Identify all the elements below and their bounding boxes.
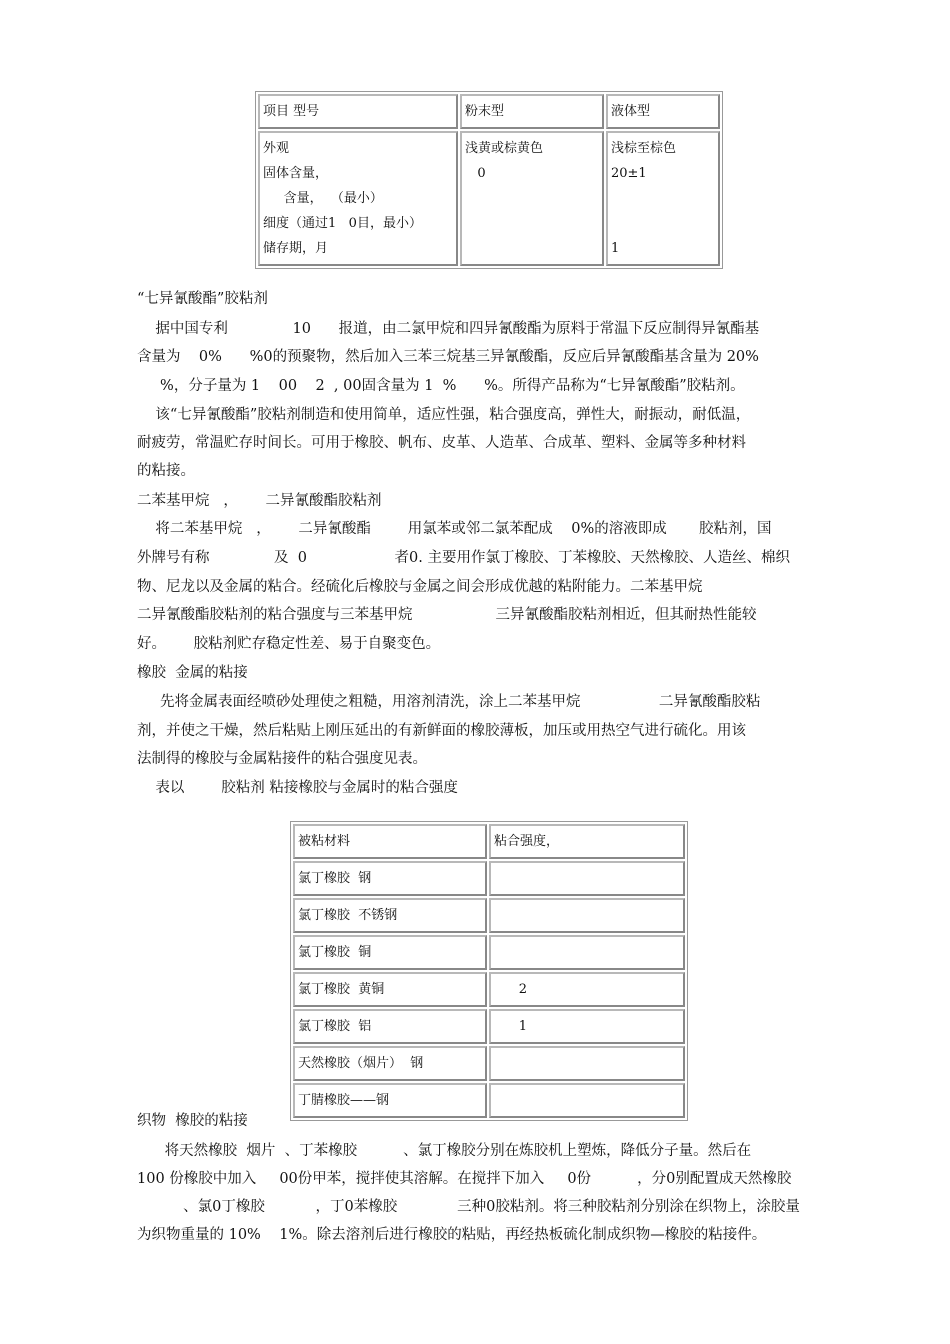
table-caption: 表以 胶粘剂 粘接橡胶与金属时的粘合强度: [137, 780, 458, 796]
section-heading: 二苯基甲烷 ， 二异氰酸酯胶粘剂: [137, 493, 382, 509]
table-row: [293, 972, 685, 1007]
section-heading: 织物 橡胶的粘接: [137, 1113, 248, 1129]
table-cell: 1: [489, 1009, 685, 1044]
paragraph-line: 的粘接。: [137, 463, 195, 479]
table-cell: 2: [489, 972, 685, 1007]
paragraph-line: 据中国专利 10 报道，由二氯甲烷和四异氰酸酯为原料于常温下反应制得异氰酯基: [137, 321, 760, 337]
section-heading: 橡胶 金属的粘接: [137, 665, 248, 681]
table-cell: 氯丁橡胶 不锈钢: [293, 898, 487, 933]
table-cell: [489, 1046, 685, 1081]
paragraph-line: 100 份橡胶中加入 00份甲苯，搅拌使其溶解。在搅拌下加入 0份 ，分0别配置成天然橡胶: [137, 1171, 792, 1187]
paragraph-line: 物、尼龙以及金属的粘合。经硫化后橡胶与金属之间会形成优越的粘附能力。二苯基甲烷: [137, 579, 703, 595]
paragraph-line: 为织物重量的 10% 1%。除去溶剂后进行橡胶的粘贴，再经热板硫化制成织物—橡胶的粘接件。: [137, 1227, 767, 1243]
paragraph-line: %，分子量为 1 00 2 , 00固含量为 1 % %。所得产品称为“七异氰酸酯”胶粘剂。: [137, 378, 745, 394]
table-cell: 丁腈橡胶——钢: [293, 1083, 487, 1118]
paragraph-line: 二异氰酸酯胶粘剂的粘合强度与三苯基甲烷 三异氰酸酯胶粘剂相近，但其耐热性能较: [137, 607, 757, 623]
table-cell: [489, 861, 685, 896]
section-heading: “七异氰酸酯”胶粘剂: [137, 291, 268, 307]
paragraph-line: 该“七异氰酸酯”胶粘剂制造和使用简单，适应性强，粘合强度高，弹性大，耐振动，耐低温，: [137, 407, 751, 423]
paragraph-line: 法制得的橡胶与金属粘接件的粘合强度见表。: [137, 751, 427, 767]
paragraph-line: 先将金属表面经喷砂处理使之粗糙，用溶剂清洗，涂上二苯基甲烷 二异氰酸酯胶粘: [137, 694, 761, 710]
table-cell: [489, 935, 685, 970]
table-cell: 浅黄或棕黄色 0: [460, 131, 604, 266]
table-header-cell: 被粘材料: [293, 824, 487, 859]
paragraph-line: 好。 胶粘剂贮存稳定性差、易于自聚变色。: [137, 636, 441, 652]
table-header-cell: 粉末型: [460, 94, 604, 129]
paragraph-line: 剂，并使之干燥，然后粘贴上刚压延出的有新鲜面的橡胶薄板，加压或用热空气进行硫化。用该: [137, 723, 746, 739]
table-row: [293, 898, 685, 933]
table-header-cell: 粘合强度，: [489, 824, 685, 859]
table-cell: 氯丁橡胶 黄铜: [293, 972, 487, 1007]
table-cell: 浅棕至棕色 20±1 1: [606, 131, 720, 266]
table-cell: 氯丁橡胶 钢: [293, 861, 487, 896]
table-row: [258, 131, 720, 266]
table-row: [293, 1083, 685, 1118]
paragraph-line: 、氯0丁橡胶 ，丁0苯橡胶 三种0胶粘剂。将三种胶粘剂分别涂在织物上，涂胶量: [137, 1199, 800, 1215]
table-cell: [489, 898, 685, 933]
table-row: [293, 1046, 685, 1081]
table-row: [293, 935, 685, 970]
table-cell: 氯丁橡胶 铝: [293, 1009, 487, 1044]
paragraph-line: 将二苯基甲烷 ， 二异氰酸酯 用氯苯或邻二氯苯配成 0%的溶液即成 胶粘剂，国: [137, 521, 772, 537]
table-row: [293, 1009, 685, 1044]
product-spec-table: [255, 91, 723, 269]
table-header-row: [258, 94, 720, 129]
paragraph-line: 耐疲劳，常温贮存时间长。可用于橡胶、帆布、皮革、人造革、合成革、塑料、金属等多种材料: [137, 435, 746, 451]
paragraph-line: 将天然橡胶 烟片 、丁苯橡胶 、氯丁橡胶分别在炼胶机上塑炼，降低分子量。然后在: [137, 1143, 752, 1159]
table-cell: 氯丁橡胶 铜: [293, 935, 487, 970]
paragraph-line: 含量为 0% %0的预聚物，然后加入三苯三烷基三异氰酸酯，反应后异氰酸酯基含量为 20%: [137, 349, 759, 365]
table-header-row: [293, 824, 685, 859]
table-cell: 外观 固体含量， 含量， （最小） 细度（通过1 0目，最小） 储存期，月: [258, 131, 458, 266]
paragraph-line: 外牌号有称 及 0 者0. 主要用作氯丁橡胶、丁苯橡胶、天然橡胶、人造丝、棉织: [137, 550, 790, 566]
bond-strength-table: [290, 821, 688, 1121]
table-cell: [489, 1083, 685, 1118]
table-header-cell: 项目 型号: [258, 94, 458, 129]
table-header-cell: 液体型: [606, 94, 720, 129]
table-cell: 天然橡胶（烟片） 钢: [293, 1046, 487, 1081]
table-row: [293, 861, 685, 896]
